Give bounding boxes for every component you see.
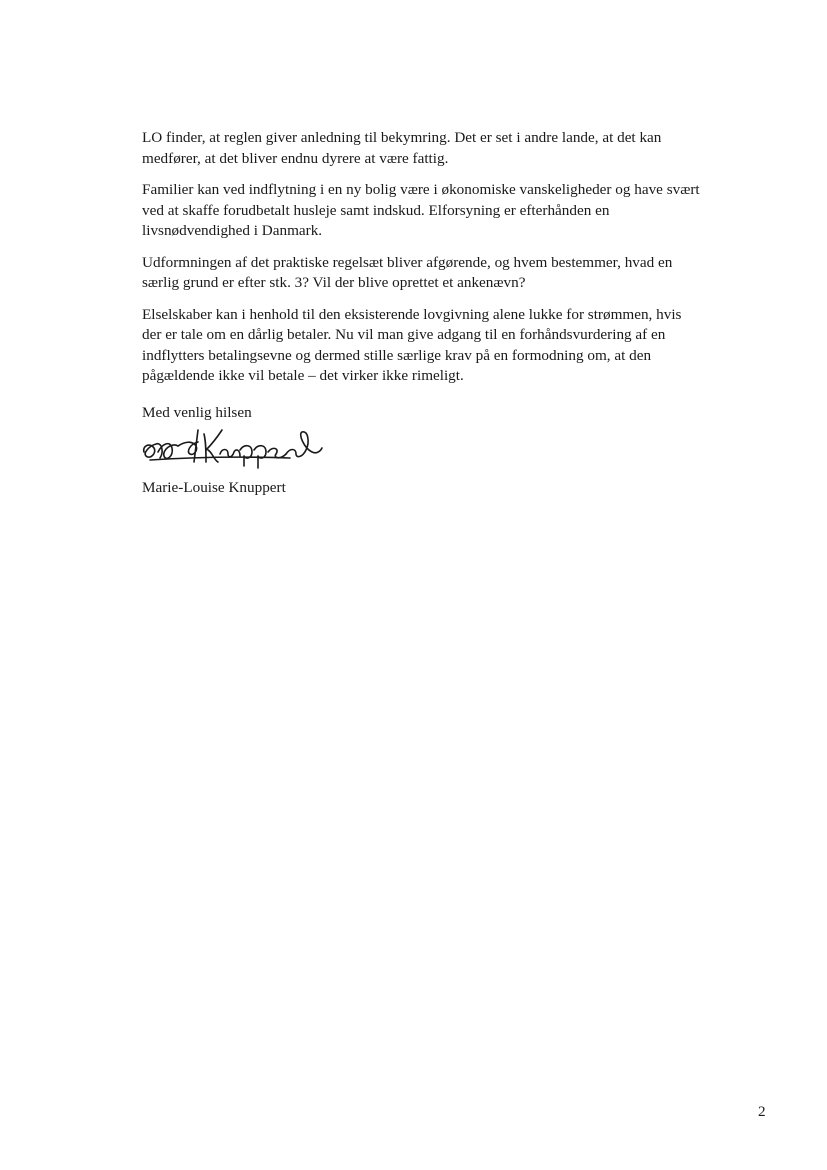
signer-name: Marie-Louise Knuppert	[142, 479, 286, 496]
closing-salutation: Med venlig hilsen	[142, 404, 252, 421]
paragraph: Udformningen af det praktiske regelsæt bliver afgørende, og hvem bestemmer, hvad en særlig grund er efter stk. 3? Vil der blive oprettet et ankenævn?	[142, 253, 673, 291]
paragraph: LO finder, at reglen giver anledning til bekymring. Det er set i andre lande, at det kan medfører, at det bliver endnu dyrere at være fattig.	[142, 129, 662, 167]
page-number: 2	[758, 1103, 766, 1120]
letter-body	[142, 128, 702, 398]
paragraph: Elselskaber kan i henhold til den eksisterende lovgivning alene lukke for strømmen, hvis der er tale om en dårlig betaler. Nu vil man give adgang til en forhåndsvurdering af en indflytters betalingsevne og dermed stille særlige krav på en formodning om, at den pågældende ikke vil betale – det virker ikke rimeligt.	[142, 305, 682, 384]
paragraph: Familier kan ved indflytning i en ny bolig være i økonomiske vanskeligheder og have svært ved at skaffe forudbetalt husleje samt indskud. Elforsyning er efterhånden en livsnødvendighed i Danmark.	[142, 181, 700, 239]
handwritten-signature	[140, 422, 325, 470]
